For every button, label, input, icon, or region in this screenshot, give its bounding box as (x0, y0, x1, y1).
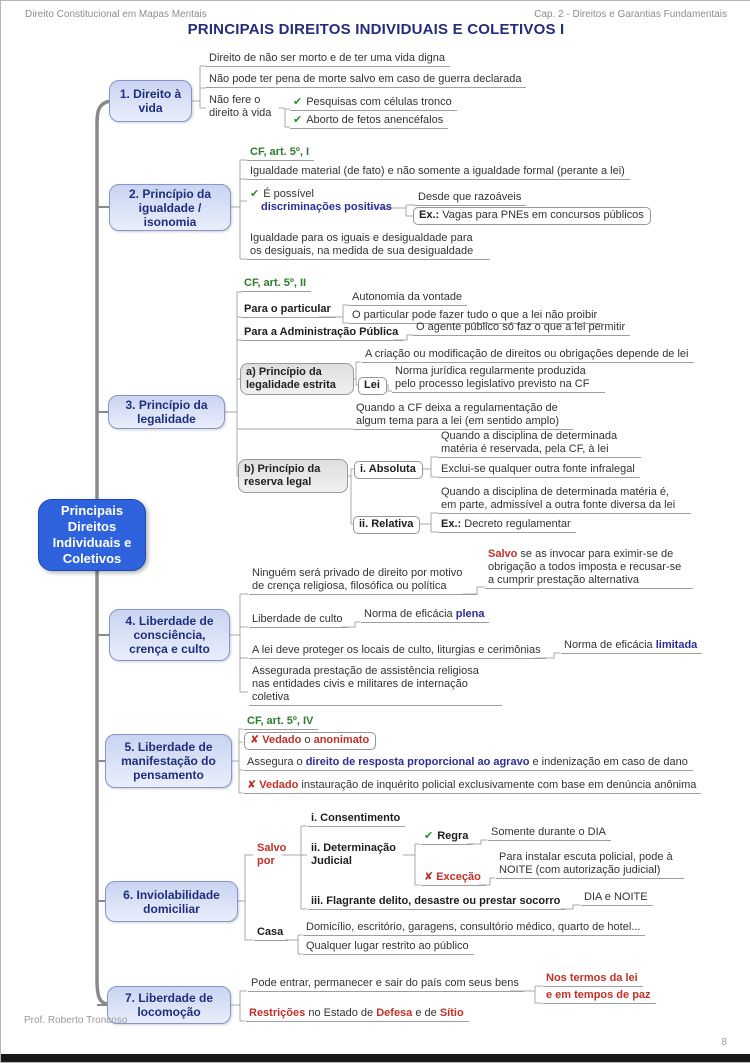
leaf-ninguem-privado: Ninguém será privado de direito por motivo de crença religiosa, filosófica ou política (249, 567, 477, 595)
leaf-direito-resposta: Assegura o direito de resposta proporcional ao agravo e indenização em caso de dano (244, 756, 693, 771)
salvo-emphasis: Salvo (488, 548, 518, 560)
leaf-autonomia-vontade: Autonomia da vontade (349, 291, 467, 306)
branch5-node: 5. Liberdade de manifestação do pensamento (105, 734, 232, 788)
emphasis-text: discriminações positivas (261, 201, 392, 213)
leaf-lugar-restrito: Qualquer lugar restrito ao público (303, 940, 474, 955)
branch2-node: 2. Princípio da igualdade / isonomia (109, 184, 231, 231)
central-topic-node: Principais Direitos Individuais e Coletivos (38, 499, 146, 571)
leaf-eficacia-limitada: Norma de eficácia limitada (561, 639, 702, 654)
leaf-proteger-locais: A lei deve proteger os locais de culto, liturgias e cerimônias (249, 644, 546, 659)
check-icon: ✔ (293, 114, 303, 126)
leaf-casa: Casa (254, 926, 288, 941)
reserva-legal-node: b) Princípio da reserva legal (238, 459, 348, 493)
header-book-title: Direito Constitucional em Mapas Mentais (25, 9, 207, 20)
leaf-cf-art5-ii: CF, art. 5º, II (241, 277, 311, 292)
leaf-nos-termos-lei: Nos termos da lei (543, 972, 643, 987)
leaf-dia-noite: DIA e NOITE (581, 891, 653, 906)
page-number: 8 (721, 1037, 727, 1048)
leaf-quando-cf-deixa: Quando a CF deixa a regulamentação de algum tema para a lei (em sentido amplo) (353, 402, 573, 430)
leaf-somente-dia: Somente durante o DIA (488, 826, 611, 841)
leaf-absoluta: i. Absoluta (354, 461, 423, 479)
plena-emphasis: plena (455, 608, 485, 620)
check-icon: ✔ (424, 830, 434, 842)
branch7-node: 7. Liberdade de locomoção (107, 986, 231, 1024)
branch3-node: 3. Princípio da legalidade (108, 395, 225, 429)
leaf-agente-publico: O agente público só faz o que a lei permitir (413, 321, 630, 336)
leaf-particular-pode: O particular pode fazer tudo o que a lei não proibir (349, 309, 602, 324)
leaf-anencefalos: ✔ Aborto de fetos anencéfalos (290, 114, 448, 129)
leaf-vedado-inquerito: ✘ Vedado instauração de inquérito policial exclusivamente com base em denúncia anônima (244, 779, 701, 794)
cross-icon: ✘ (247, 779, 257, 791)
leaf-domicilio: Domicílio, escritório, garagens, consultório médico, quarto de hotel... (303, 921, 645, 936)
leaf-discriminacoes-positivas: ✔ É possível discriminações positivas (250, 188, 392, 213)
leaf-regra: ✔ Regra (421, 830, 473, 845)
leaf-ex-decreto: Ex.: Decreto regulamentar (438, 518, 576, 533)
leaf-consentimento: i. Consentimento (308, 812, 405, 827)
leaf-vedado-anonimato: ✘ Vedado o anonimato (244, 732, 376, 750)
branch1-node: 1. Direito à vida (109, 80, 192, 122)
leaf-salvo-escusa: Salvo se as invocar para eximir-se de obrigação a todos imposta e recusar-se a cumprir prestação alternativa (485, 548, 693, 589)
leaf-restricoes-estado: Restrições no Estado de Defesa e de Sítio (246, 1007, 469, 1022)
limitada-emphasis: limitada (655, 639, 698, 651)
leaf-celulas-tronco: ✔ Pesquisas com células tronco (290, 96, 457, 111)
leaf-salvo-por: Salvo por (257, 842, 287, 867)
leaf-para-particular: Para o particular (241, 303, 336, 318)
page-title: PRINCIPAIS DIREITOS INDIVIDUAIS E COLETIVOS I (187, 21, 565, 38)
leaf-desde-razoaveis: Desde que razoáveis (415, 191, 526, 206)
leaf-cf-art5-iv: CF, art. 5º, IV (244, 715, 318, 730)
leaf-exclui-infralegal: Exclui-se qualquer outra fonte infralegal (438, 463, 640, 478)
branch5-wires (232, 729, 243, 793)
resposta-emphasis: direito de resposta proporcional ao agravo (305, 756, 530, 768)
footer-author: Prof. Roberto Troncoso (24, 1015, 128, 1026)
leaf-relativa: ii. Relativa (353, 516, 420, 534)
leaf-tempos-paz: e em tempos de paz (543, 989, 656, 1004)
leaf-cf-art5-i: CF, art. 5º, I (247, 146, 314, 161)
leaf-lei: Lei (358, 377, 387, 395)
leaf-nao-fere: Não fere o direito à vida (209, 94, 272, 119)
leaf-liberdade-culto: Liberdade de culto (249, 613, 348, 628)
leaf-eficacia-plena: Norma de eficácia plena (361, 608, 489, 623)
leaf-vida-digna: Direito de não ser morto e de ter uma vida digna (206, 52, 450, 67)
leaf-flagrante: iii. Flagrante delito, desastre ou prestar socorro (308, 895, 565, 910)
leaf-entrar-sair: Pode entrar, permanecer e sair do país com seus bens (248, 977, 524, 992)
leaf-igualdade-material: Igualdade material (de fato) e não somente a igualdade formal (perante a lei) (247, 165, 630, 180)
check-icon: ✔ (250, 188, 260, 200)
leaf-ex-pnes: Ex.: Vagas para PNEs em concursos públicos (413, 207, 651, 225)
check-icon: ✔ (293, 96, 303, 108)
leaf-materia-admissivel: Quando a disciplina de determinada matéria é, em parte, admissível a outra fonte diversa da lei (438, 486, 691, 514)
cross-icon: ✘ (424, 871, 434, 883)
cross-icon: ✘ (250, 734, 260, 746)
leaf-pena-morte: Não pode ter pena de morte salvo em caso de guerra declarada (206, 73, 526, 88)
branch6-node: 6. Inviolabilidade domiciliar (105, 881, 238, 922)
leaf-escuta-noite: Para instalar escuta policial, pode à NOITE (com autorização judicial) (496, 851, 684, 879)
header-chapter: Cap. 2 - Direitos e Garantias Fundamentais (534, 9, 727, 20)
leaf-igualdade-iguais: Igualdade para os iguais e desigualdade para os desiguais, na medida de sua desigualdade (247, 232, 490, 260)
leaf-assistencia-religiosa: Assegurada prestação de assistência religiosa nas entidades civis e militares de internação coletiva (249, 665, 502, 706)
legalidade-estrita-node: a) Princípio da legalidade estrita (240, 363, 354, 395)
leaf-materia-reservada: Quando a disciplina de determinada matéria é reservada, pela CF, à lei (438, 430, 641, 458)
leaf-para-administracao: Para a Administração Pública (241, 326, 403, 341)
leaf-excecao: ✘ Exceção (421, 871, 486, 886)
branch4-node: 4. Liberdade de consciência, crença e culto (109, 609, 230, 661)
leaf-determinacao-judicial: ii. Determinação Judicial (311, 842, 396, 867)
leaf-norma-juridica: Norma jurídica regularmente produzida pelo processo legislativo previsto na CF (392, 365, 605, 393)
leaf-criacao-modificacao: A criação ou modificação de direitos ou obrigações depende de lei (362, 348, 694, 363)
